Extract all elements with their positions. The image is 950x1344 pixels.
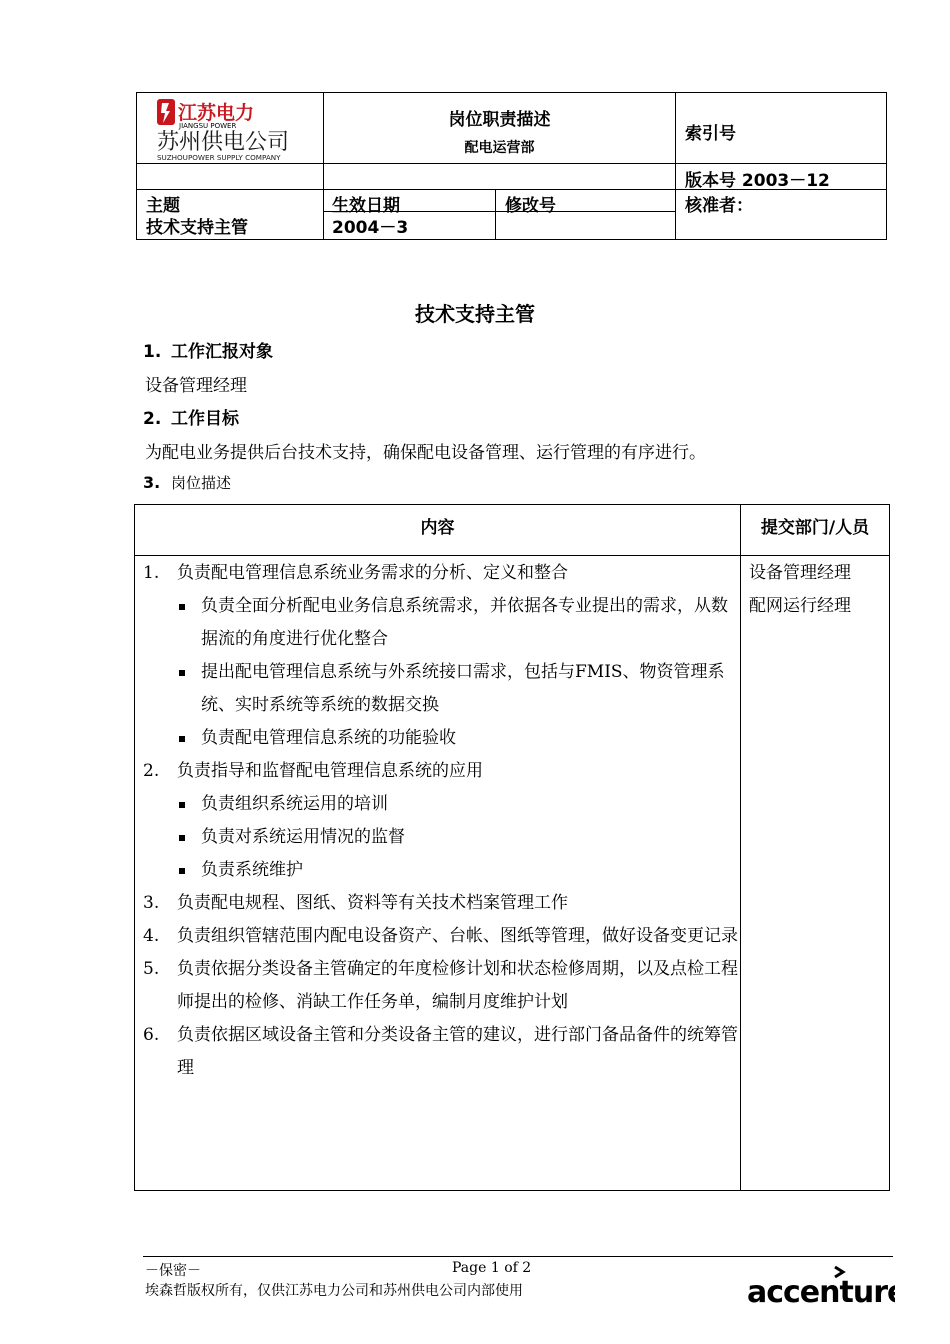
topic-label: 主题 (146, 196, 180, 216)
section-2-heading: 2. 工作目标 (143, 409, 239, 429)
duty-text: 负责组织管辖范围内配电设备资产、台帐、图纸等管理，做好设备变更记录 (177, 926, 738, 946)
company-logo (157, 97, 317, 161)
accenture-wordmark: accenture (747, 1275, 895, 1310)
duty-text: 负责对系统运用情况的监督 (201, 827, 405, 847)
jiangsu-power-logo-icon (157, 97, 317, 161)
effective-value: 2004－3 (332, 218, 409, 238)
duty-subitem (143, 656, 738, 722)
version-label: 版本号 2003－12 (685, 171, 830, 191)
section-1-text: 设备管理经理 (145, 376, 247, 396)
page-title: 技术支持主管 (415, 302, 535, 326)
duty-item-number: 1. (143, 563, 160, 583)
bullet-square-icon (179, 670, 185, 676)
duty-item-number: 3. (143, 893, 160, 913)
bullet-square-icon (179, 868, 185, 874)
section-1-heading: 1. 工作汇报对象 (143, 342, 273, 362)
col-header-content: 内容 (420, 518, 455, 538)
duty-text: 负责组织系统运用的培训 (201, 794, 388, 814)
duty-subitem (143, 821, 738, 854)
approver-label: 核准者： (685, 196, 753, 216)
duties-table (134, 504, 890, 1191)
duty-subitem (143, 788, 738, 821)
duty-text: 负责配电管理信息系统的功能验收 (201, 728, 456, 748)
duty-item (143, 755, 738, 788)
duty-item (143, 557, 738, 590)
bullet-square-icon (179, 736, 185, 742)
footer-confidential: －保密－ (145, 1263, 201, 1279)
section-3-heading: 3. 岗位描述 (143, 473, 232, 492)
department: 配电运营部 (464, 140, 535, 156)
dept-item: 设备管理经理 (749, 563, 851, 583)
bullet-square-icon (179, 835, 185, 841)
duty-subitem (143, 722, 738, 755)
duty-text: 提出配电管理信息系统与外系统接口需求，包括与FMIS、物资管理系统、实时系统等系统的数据交换 (201, 662, 725, 715)
duties-content (143, 557, 738, 1085)
duty-text: 负责依据区域设备主管和分类设备主管的建议，进行部门备品备件的统筹管理 (177, 1025, 738, 1078)
duty-item-number: 6. (143, 1025, 160, 1045)
duty-text: 负责指导和监督配电管理信息系统的应用 (177, 761, 483, 781)
duty-item (143, 887, 738, 920)
bullet-square-icon (179, 604, 185, 610)
logo-brand-en: JIANGSU POWER (179, 122, 237, 130)
duty-subitem (143, 590, 738, 656)
duty-text: 负责配电管理信息系统业务需求的分析、定义和整合 (177, 563, 568, 583)
header-table (136, 92, 887, 240)
duty-item-number: 4. (143, 926, 160, 946)
duty-text: 负责全面分析配电业务信息系统需求，并依据各专业提出的需求，从数据流的角度进行优化整合 (201, 596, 728, 649)
duty-subitem (143, 854, 738, 887)
logo-company-en: SUZHOUPOWER SUPPLY COMPANY (157, 153, 281, 161)
duty-text: 负责系统维护 (201, 860, 303, 880)
duty-text: 负责配电规程、图纸、资料等有关技术档案管理工作 (177, 893, 568, 913)
col-header-dept: 提交部门/人员 (760, 518, 870, 538)
revision-label: 修改号 (505, 196, 556, 216)
duty-item (143, 953, 738, 1019)
footer-rule (143, 1256, 893, 1257)
effective-label: 生效日期 (332, 196, 400, 216)
index-label: 索引号 (685, 124, 736, 144)
bullet-square-icon (179, 802, 185, 808)
logo-brand-cn: 江苏电力 (178, 102, 255, 124)
accenture-logo (745, 1262, 895, 1310)
footer-copyright: 埃森哲版权所有，仅供江苏电力公司和苏州供电公司内部使用 (145, 1283, 523, 1299)
footer-page: Page 1 of 2 (452, 1260, 532, 1276)
section-2-text: 为配电业务提供后台技术支持，确保配电设备管理、运行管理的有序进行。 (145, 443, 706, 463)
accenture-logo-icon (745, 1262, 895, 1310)
doc-title: 岗位职责描述 (448, 110, 551, 130)
dept-list (749, 557, 885, 623)
dept-item: 配网运行经理 (749, 596, 851, 616)
topic-value: 技术支持主管 (146, 218, 248, 238)
duty-text: 负责依据分类设备主管确定的年度检修计划和状态检修周期，以及点检工程师提出的检修、消缺工作任务单，编制月度维护计划 (177, 959, 738, 1012)
duty-item (143, 920, 738, 953)
duty-item-number: 2. (143, 761, 160, 781)
duty-item (143, 1019, 738, 1085)
logo-company-cn: 苏州供电公司 (157, 130, 290, 155)
duty-item-number: 5. (143, 959, 160, 979)
